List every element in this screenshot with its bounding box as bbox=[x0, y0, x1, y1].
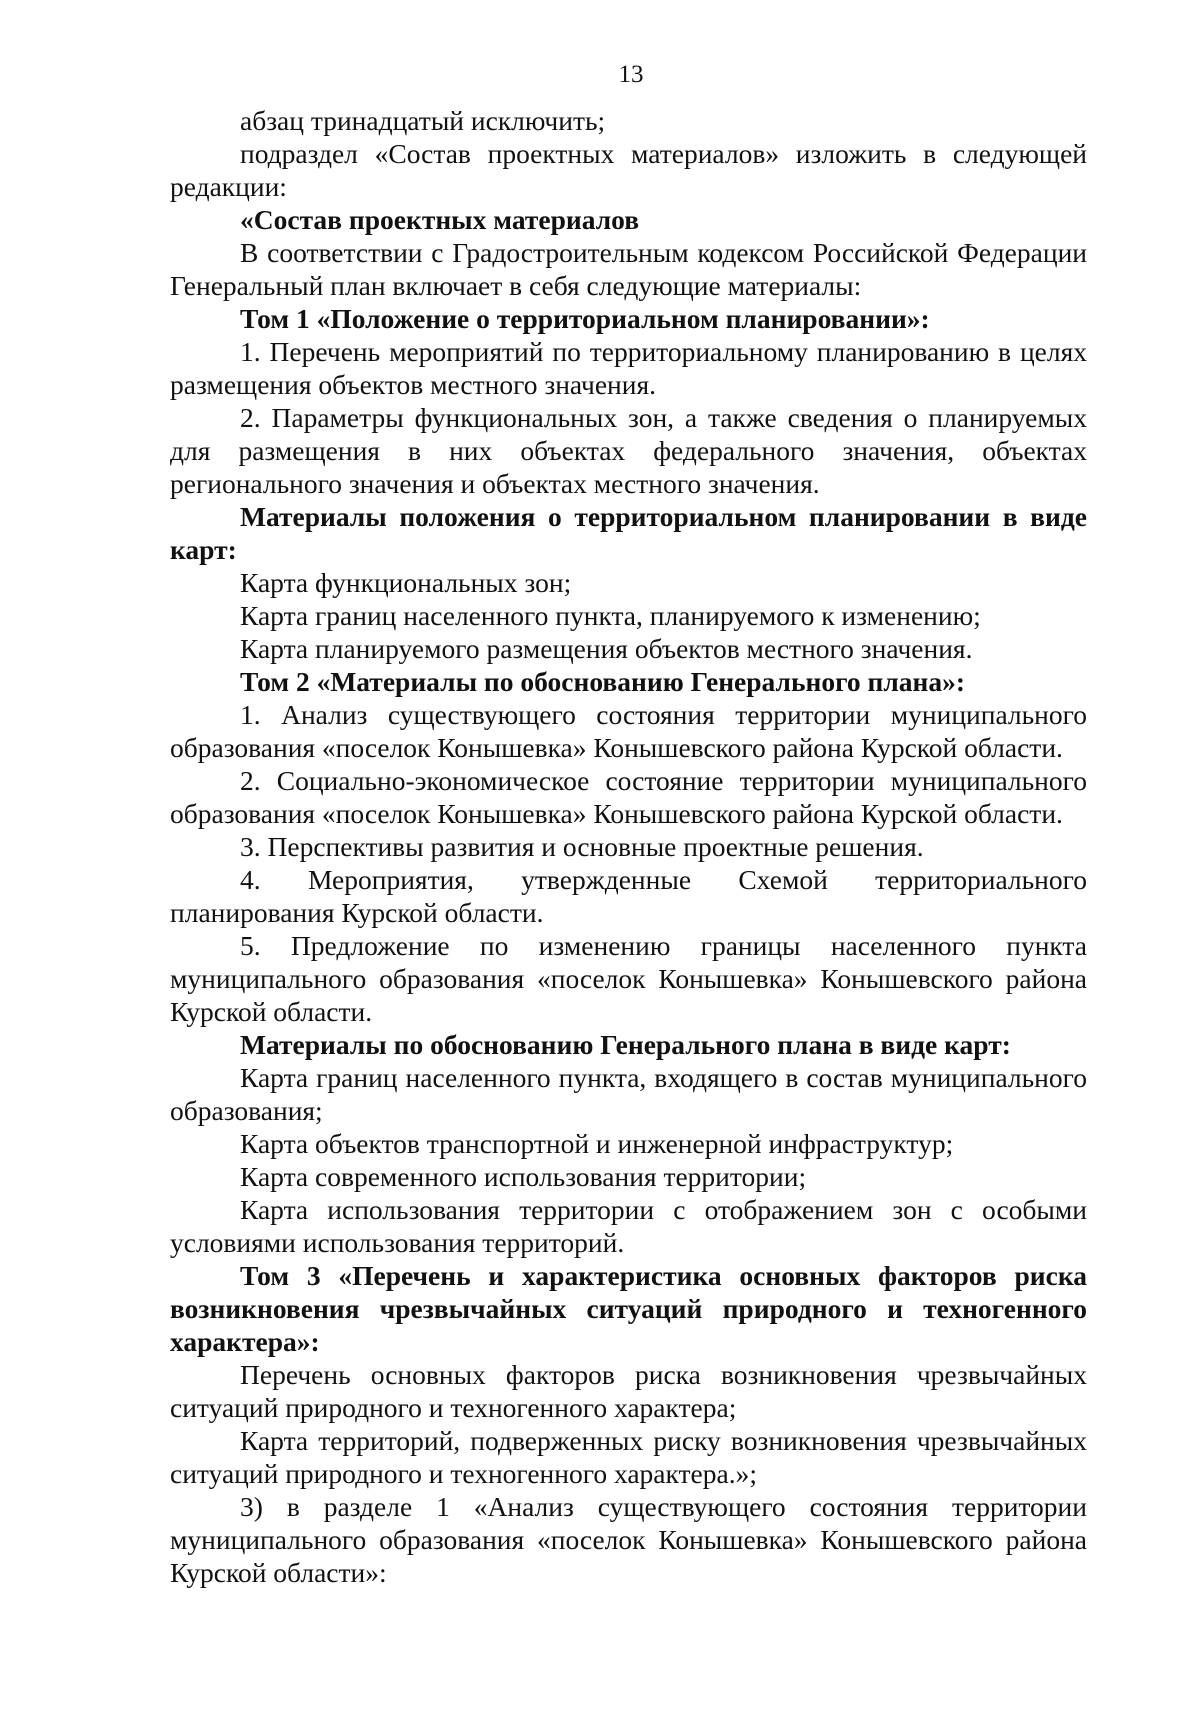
page-number: 13 bbox=[618, 61, 644, 88]
paragraph: 3. Перспективы развития и основные проектные решения. bbox=[240, 831, 924, 862]
section-heading: Том 3 «Перечень и характеристика основных факторов риска возникновения чрезвычайных ситуаций природного и техногенного характера»: bbox=[170, 1260, 1087, 1357]
section-heading: Том 2 «Материалы по обоснованию Генерального плана»: bbox=[240, 666, 966, 697]
paragraph: Перечень основных факторов риска возникновения чрезвычайных ситуаций природного и техногенного характера; bbox=[170, 1359, 1087, 1423]
paragraph: Карта современного использования территории; bbox=[240, 1161, 807, 1192]
paragraph: Карта использования территории с отображением зон с особыми условиями использования территорий. bbox=[170, 1194, 1087, 1258]
paragraph: 4. Мероприятия, утвержденные Схемой территориального планирования Курской области. bbox=[170, 864, 1087, 928]
paragraph: Карта границ населенного пункта, входящего в состав муниципального образования; bbox=[170, 1062, 1087, 1126]
section-heading: «Состав проектных материалов bbox=[240, 204, 640, 235]
paragraph: Карта планируемого размещения объектов местного значения. bbox=[240, 633, 973, 664]
section-heading: Материалы по обоснованию Генерального плана в виде карт: bbox=[240, 1029, 1011, 1060]
section-heading: Материалы положения о территориальном планировании в виде карт: bbox=[170, 501, 1087, 565]
section-heading: Том 1 «Положение о территориальном планировании»: bbox=[240, 303, 930, 334]
document-body bbox=[170, 104, 1087, 1589]
paragraph: Карта территорий, подверженных риску возникновения чрезвычайных ситуаций природного и техногенного характера.»; bbox=[170, 1425, 1087, 1489]
paragraph: 2. Социально-экономическое состояние территории муниципального образования «поселок Конышевка» Конышевского района Курской области. bbox=[170, 765, 1087, 829]
paragraph: абзац тринадцатый исключить; bbox=[240, 105, 606, 136]
paragraph: 3) в разделе 1 «Анализ существующего состояния территории муниципального образования «поселок Конышевка» Конышевского района Курской области»: bbox=[170, 1491, 1087, 1588]
paragraph: Карта объектов транспортной и инженерной инфраструктур; bbox=[240, 1128, 954, 1159]
paragraph: 5. Предложение по изменению границы населенного пункта муниципального образования «поселок Конышевка» Конышевского района Курской области. bbox=[170, 930, 1087, 1027]
paragraph: В соответствии с Градостроительным кодексом Российской Федерации Генеральный план включает в себя следующие материалы: bbox=[170, 237, 1087, 301]
paragraph: подраздел «Состав проектных материалов» изложить в следующей редакции: bbox=[170, 138, 1087, 202]
paragraph: Карта границ населенного пункта, планируемого к изменению; bbox=[240, 600, 981, 631]
paragraph: Карта функциональных зон; bbox=[240, 567, 572, 598]
paragraph: 2. Параметры функциональных зон, а также сведения о планируемых для размещения в них объектах федерального значения, объектах регионального значения и объектах местного значения. bbox=[170, 402, 1087, 499]
paragraph: 1. Анализ существующего состояния территории муниципального образования «поселок Конышевка» Конышевского района Курской области. bbox=[170, 699, 1087, 763]
paragraph: 1. Перечень мероприятий по территориальному планированию в целях размещения объектов местного значения. bbox=[170, 336, 1087, 400]
